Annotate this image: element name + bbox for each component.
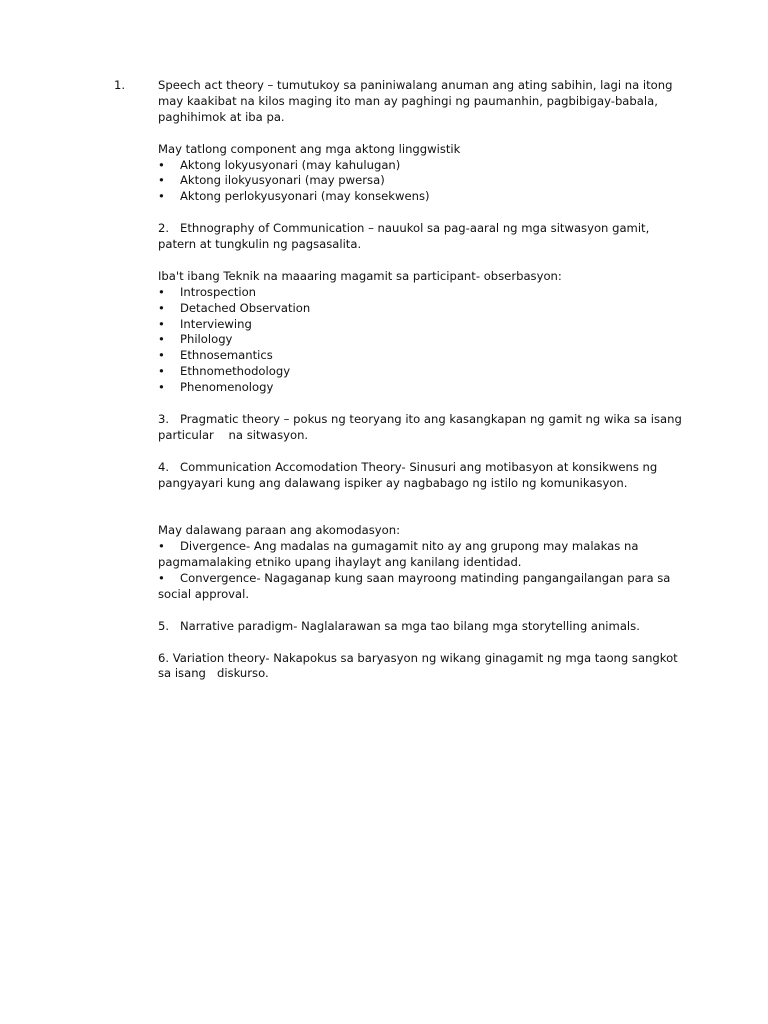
item-2-ethnography bbox=[158, 221, 683, 253]
list-item-text: Introspection bbox=[180, 284, 257, 299]
list-item bbox=[158, 539, 683, 571]
item-2-text: Ethnography of Communication – nauukol sa pag-aaral ng mga sitwasyon gamit, patern at tungkulin ng pagsasalita. bbox=[158, 221, 650, 252]
bullet-icon: • bbox=[158, 348, 165, 363]
list-item bbox=[158, 301, 683, 317]
bullet-icon: • bbox=[158, 380, 165, 395]
item-4-text: Communication Accomodation Theory- Sinusuri ang motibasyon at konsikwens ng pangyayari kung ang dalawang ispiker ay nagbabago ng istilo ng komunikasyon. bbox=[158, 459, 658, 490]
list-item bbox=[158, 173, 683, 189]
bullet-icon: • bbox=[158, 300, 165, 315]
item-4-number: 4. bbox=[158, 459, 170, 474]
item-5-number: 5. bbox=[158, 618, 170, 633]
list-item-text: Interviewing bbox=[180, 316, 252, 331]
item-3-text: Pragmatic theory – pokus ng teoryang ito ang kasangkapan ng gamit ng wika sa isang particular na sitwasyon. bbox=[158, 411, 686, 442]
list-item bbox=[158, 348, 683, 364]
bullet-icon: • bbox=[158, 332, 165, 347]
list-item bbox=[158, 285, 683, 301]
accommodation-intro: May dalawang paraan ang akomodasyon: bbox=[158, 523, 400, 538]
bullet-icon: • bbox=[158, 364, 165, 379]
bullet-icon: • bbox=[158, 173, 165, 188]
components-intro: May tatlong component ang mga aktong linggwistik bbox=[158, 141, 461, 156]
item-5-narrative-paradigm bbox=[158, 619, 683, 635]
list-item-text: Convergence- Nagaganap kung saan mayroong matinding pangangailangan para sa social approval. bbox=[158, 571, 671, 601]
list-item bbox=[158, 317, 683, 333]
item-3-pragmatic-theory bbox=[158, 411, 686, 444]
item-6-variation-theory: 6. Variation theory- Nakapokus sa baryasyon ng wikang ginagamit ng mga taong sangkot sa isang diskurso. bbox=[158, 650, 682, 681]
list-item-text: Aktong lokyusyonari (may kahulugan) bbox=[180, 157, 401, 172]
item-2-number: 2. bbox=[158, 221, 170, 236]
list-item bbox=[158, 380, 683, 396]
item-4-communication-accommodation bbox=[158, 460, 683, 492]
list-item bbox=[158, 189, 683, 205]
list-item-text: Ethnosemantics bbox=[180, 348, 273, 363]
bullet-icon: • bbox=[158, 189, 165, 204]
list-item bbox=[158, 364, 683, 380]
list-item-text: Detached Observation bbox=[180, 300, 311, 315]
list-item-text: Aktong perlokyusyonari (may konsekwens) bbox=[180, 189, 430, 204]
item-1-speech-act-theory: Speech act theory – tumutukoy sa paniniwalang anuman ang ating sabihin, lagi na itong may kaakibat na kilos maging ito man ay paghingi ng paumanhin, pagbibigay-babala, paghihimok at iba pa. bbox=[158, 78, 673, 124]
list-item-text: Ethnomethodology bbox=[180, 364, 291, 379]
document-body bbox=[158, 78, 686, 682]
bullet-icon: • bbox=[158, 284, 165, 299]
bullet-icon: • bbox=[158, 571, 165, 585]
list-item-text: Aktong ilokyusyonari (may pwersa) bbox=[180, 173, 385, 188]
bullet-icon: • bbox=[158, 539, 165, 554]
list-item-text: Philology bbox=[180, 332, 233, 347]
item-3-number: 3. bbox=[158, 411, 170, 426]
list-item bbox=[158, 332, 683, 348]
list-item-text: Phenomenology bbox=[180, 380, 274, 395]
techniques-intro: Iba't ibang Teknik na maaaring magamit sa participant- obserbasyon: bbox=[158, 268, 562, 283]
item-5-text: Narrative paradigm- Naglalarawan sa mga tao bilang mga storytelling animals. bbox=[180, 618, 640, 633]
list-item bbox=[158, 571, 683, 603]
item-1-number: 1. bbox=[114, 78, 126, 92]
bullet-icon: • bbox=[158, 316, 165, 331]
list-item bbox=[158, 158, 683, 174]
list-item-text: Divergence- Ang madalas na gumagamit nito ay ang grupong may malakas na pagmamalaking etniko upang ihaylayt ang kanilang identidad. bbox=[158, 539, 639, 570]
bullet-icon: • bbox=[158, 157, 165, 172]
